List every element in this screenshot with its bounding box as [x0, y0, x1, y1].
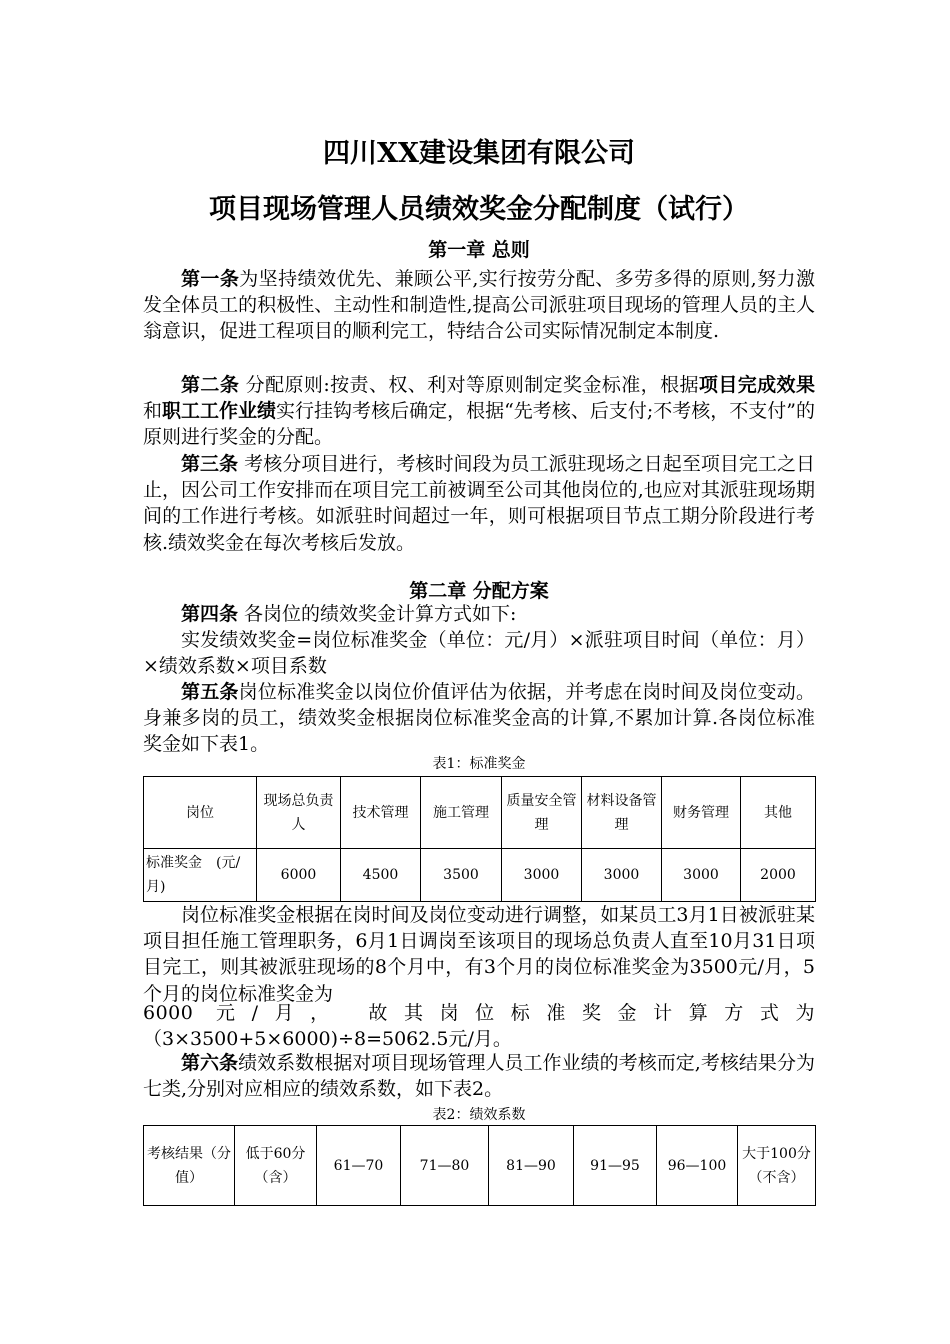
table-2-header: 96—100 — [657, 1126, 738, 1206]
article-6-text: 绩效系数根据对项目现场管理人员工作业绩的考核而定,考核结果分为七类,分别对应相应的绩效系数，如下表2。 — [143, 1052, 815, 1101]
article-3-text: 考核分项目进行，考核时间段为员工派驻现场之日起至项目完工之日止，因公司工作安排而在项目完工前被调至公司其他岗位的,也应对其派驻现场期间的工作进行考核。如派驻时间超过一年，则可根据项目节点工期分阶段进行考核.绩效奖金在每次考核后发放。 — [143, 453, 815, 554]
article-4-label: 第四条 — [181, 603, 239, 625]
table-1-cell: 标准奖金 (元/月) — [144, 849, 257, 902]
article-2-bold-2: 职工工作业绩 — [162, 400, 277, 423]
table-1-header: 质量安全管理 — [502, 777, 582, 849]
table-1-cell: 3000 — [662, 849, 741, 902]
article-1 — [143, 266, 815, 345]
article-4 — [143, 601, 815, 627]
table-1-cell: 2000 — [741, 849, 816, 902]
article-3 — [143, 451, 815, 556]
article-4-formula: 实发绩效奖金=岗位标准奖金（单位：元/月）×派驻项目时间（单位：月）×绩效系数×项目系数 — [143, 629, 815, 678]
table-2-caption: 表2：绩效系数 — [432, 1107, 526, 1123]
table-1-row — [144, 849, 816, 902]
article-2-text-3: 实行挂钩考核后确定，根据“先考核、后支付;不考核，不支付”的原则进行奖金的分配。 — [143, 400, 815, 449]
example-line-2: 6000 元/月， 故其岗位标准奖金计算方式为 — [143, 1002, 815, 1024]
chapter-2-heading: 第二章 分配方案 — [409, 580, 549, 602]
article-3-label: 第三条 — [181, 453, 239, 475]
table-1-header: 现场总负责人 — [257, 777, 341, 849]
article-1-text: 为坚持绩效优先、兼顾公平,实行按劳分配、多劳多得的原则,努力激发全体员工的积极性、主动性和制造性,提高公司派驻项目现场的管理人员的主人翁意识，促进工程项目的顺利完工，特结合公司实际情况制定本制度. — [143, 268, 815, 343]
article-4-text: 各岗位的绩效奖金计算方式如下: — [238, 603, 517, 625]
article-2-text-2: 和 — [143, 400, 163, 423]
chapter-1-heading: 第一章 总则 — [428, 239, 530, 261]
article-5 — [143, 679, 815, 758]
article-6-label: 第六条 — [181, 1052, 239, 1074]
table-1-cell: 6000 — [257, 849, 341, 902]
table-1-header: 岗位 — [144, 777, 257, 849]
table-2-header: 71—80 — [401, 1126, 489, 1206]
table-1-cell: 3000 — [582, 849, 662, 902]
table-2-header-row — [144, 1126, 816, 1206]
table-1-caption: 表1：标准奖金 — [432, 756, 526, 772]
article-5-text: 岗位标准奖金以岗位价值评估为依据，并考虑在岗时间及岗位变动。身兼多岗的员工，绩效奖金根据岗位标准奖金高的计算,不累加计算.各岗位标准奖金如下表1。 — [143, 681, 815, 756]
article-2-label: 第二条 — [181, 374, 240, 396]
article-2 — [143, 372, 815, 451]
company-title: 四川XX建设集团有限公司 — [323, 138, 635, 169]
table-1-cell: 3000 — [502, 849, 582, 902]
article-6 — [143, 1050, 815, 1102]
example-calculation: （3×3500+5×6000)÷8=5062.5元/月。 — [143, 1028, 512, 1050]
table-1-header: 施工管理 — [421, 777, 502, 849]
article-5-label: 第五条 — [181, 681, 239, 703]
table-2-header: 低于60分（含） — [235, 1126, 317, 1206]
article-2-text-1: 分配原则:按责、权、利对等原则制定奖金标准，根据 — [239, 374, 699, 396]
table-1-cell: 4500 — [341, 849, 421, 902]
table-1-header: 技术管理 — [341, 777, 421, 849]
table-1-header: 其他 — [741, 777, 816, 849]
table-2-header: 考核结果（分值） — [144, 1126, 235, 1206]
table-1-header: 财务管理 — [662, 777, 741, 849]
table-2-header: 91—95 — [574, 1126, 657, 1206]
table-2-header: 大于100分（不含） — [738, 1126, 816, 1206]
table-2-header: 61—70 — [317, 1126, 401, 1206]
table-1-header: 材料设备管理 — [582, 777, 662, 849]
table-1-cell: 3500 — [421, 849, 502, 902]
article-2-bold-1: 项目完成效果 — [698, 374, 815, 396]
example-paragraph: 岗位标准奖金根据在岗时间及岗位变动进行调整，如某员工3月1日被派驻某项目担任施工管理职务，6月1日调岗至该项目的现场总负责人直至10月31日项目完工，则其被派驻现场的8个月中，有3个月的岗位标准奖金为3500元/月，5个月的岗位标准奖金为 — [143, 904, 815, 1005]
document-title: 项目现场管理人员绩效奖金分配制度（试行） — [209, 194, 749, 225]
table-2-header: 81—90 — [489, 1126, 574, 1206]
table-1-header-row — [144, 777, 816, 849]
table-1 — [143, 776, 816, 902]
article-1-label: 第一条 — [181, 268, 240, 290]
table-2 — [143, 1125, 816, 1206]
